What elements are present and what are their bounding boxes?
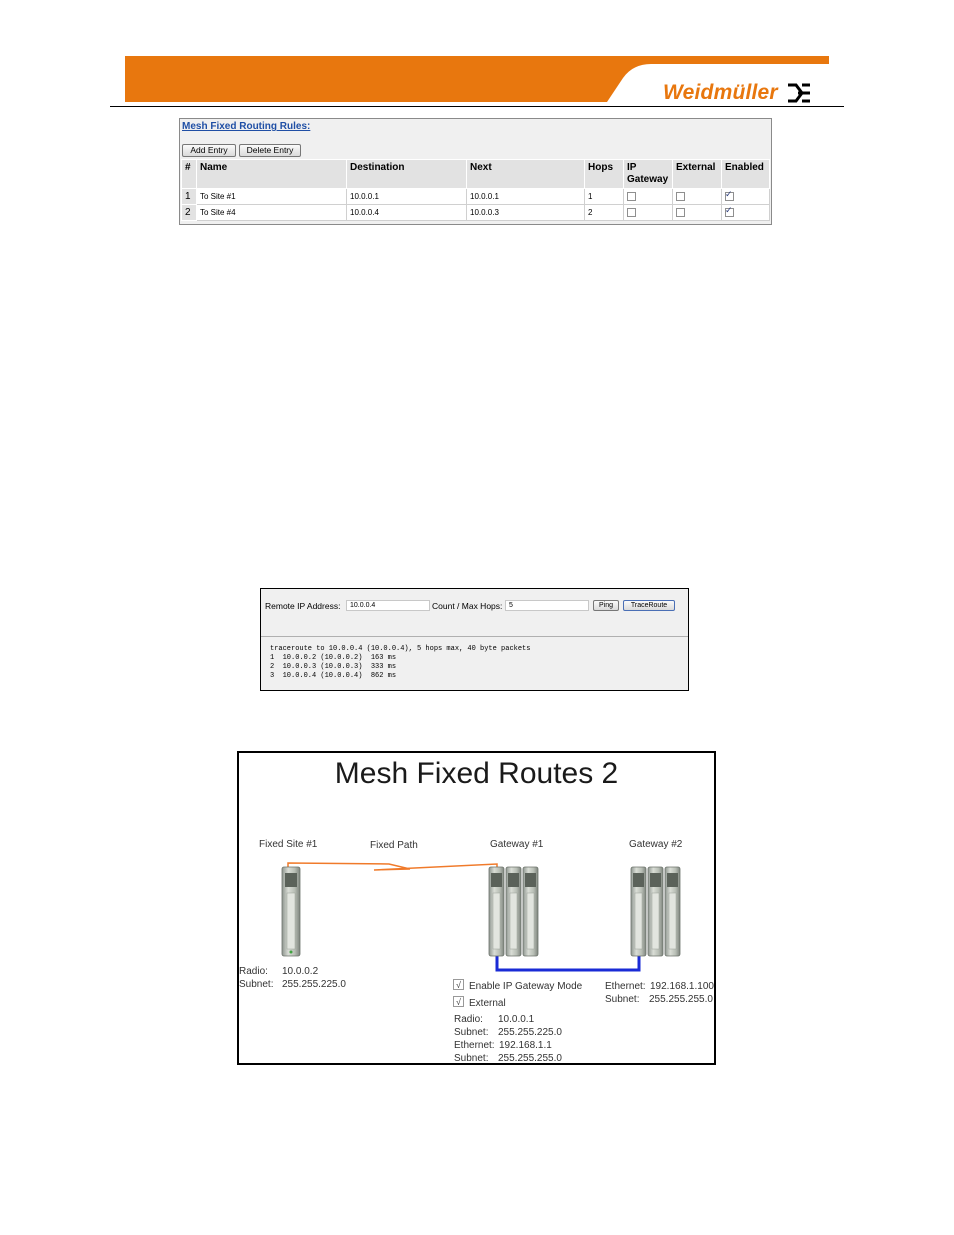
row-number: 2	[182, 205, 197, 221]
col-header-enabled: Enabled	[722, 160, 770, 189]
fixed-site-device-icon	[282, 867, 300, 956]
fixed-site-label: Fixed Site #1	[259, 839, 318, 850]
col-header-name: Name	[197, 160, 347, 189]
ip-gateway-cell	[624, 205, 673, 221]
diagram-title: Mesh Fixed Routes 2	[334, 757, 619, 790]
routing-rules-title-link[interactable]: Mesh Fixed Routing Rules:	[182, 121, 311, 132]
name-cell[interactable]: To Site #4	[197, 205, 347, 221]
gw2-subnet-value: 255.255.255.0	[649, 994, 713, 1005]
traceroute-button[interactable]: TraceRoute	[623, 600, 675, 611]
col-header-next: Next	[467, 160, 585, 189]
external-cell	[673, 205, 722, 221]
remote-ip-label: Remote IP Address:	[265, 601, 341, 611]
enabled-cell	[722, 189, 770, 205]
gw1-ethernet-value: 192.168.1.1	[499, 1040, 552, 1051]
site1-radio-label: Radio:	[239, 966, 268, 977]
gw1-radio-label: Radio:	[454, 1014, 483, 1025]
ip-gateway-checkbox[interactable]	[627, 192, 636, 201]
traceroute-divider	[261, 636, 689, 637]
header-rule	[110, 106, 844, 107]
enabled-checkbox[interactable]	[725, 208, 734, 217]
gw1-subnet-value: 255.255.225.0	[498, 1027, 562, 1038]
brand-logo	[663, 80, 829, 106]
external-option-label: External	[469, 998, 506, 1009]
ip-gateway-checkbox[interactable]	[627, 208, 636, 217]
table-row	[182, 189, 770, 205]
gw1-subnet2-label: Subnet:	[454, 1053, 489, 1064]
ethernet-link-line	[497, 955, 639, 970]
hops-cell[interactable]: 1	[585, 189, 624, 205]
next-cell[interactable]: 10.0.0.1	[467, 189, 585, 205]
name-cell[interactable]: To Site #1	[197, 189, 347, 205]
enable-ip-gateway-label: Enable IP Gateway Mode	[469, 981, 583, 992]
row-number: 1	[182, 189, 197, 205]
add-entry-button[interactable]: Add Entry	[182, 144, 236, 157]
hops-cell[interactable]: 2	[585, 205, 624, 221]
gateway1-device-icon	[489, 867, 538, 956]
enabled-checkbox[interactable]	[725, 192, 734, 201]
gateway2-device-icon	[631, 867, 680, 956]
col-header-destination: Destination	[347, 160, 467, 189]
gw2-ethernet-label: Ethernet:	[605, 981, 646, 992]
enabled-cell	[722, 205, 770, 221]
ip-gateway-cell	[624, 189, 673, 205]
gateway1-label: Gateway #1	[490, 839, 544, 850]
col-header-num: #	[182, 160, 197, 189]
external-cell	[673, 189, 722, 205]
site1-subnet-value: 255.255.225.0	[282, 979, 346, 990]
table-header-row	[182, 160, 770, 189]
gw1-subnet-label: Subnet:	[454, 1027, 489, 1038]
gw2-subnet-label: Subnet:	[605, 994, 640, 1005]
destination-cell[interactable]: 10.0.0.4	[347, 205, 467, 221]
external-checkbox[interactable]	[676, 192, 685, 201]
destination-cell[interactable]: 10.0.0.1	[347, 189, 467, 205]
traceroute-output	[270, 645, 530, 681]
gw1-ethernet-label: Ethernet:	[454, 1040, 495, 1051]
routing-rules-table	[181, 159, 770, 221]
external-checkbox[interactable]	[676, 208, 685, 217]
external-option-checkbox: √	[453, 996, 464, 1007]
gateway2-label: Gateway #2	[629, 839, 683, 850]
traceroute-output-line: 3 10.0.0.4 (10.0.0.4) 862 ms	[270, 672, 397, 680]
count-max-hops-label: Count / Max Hops:	[432, 601, 503, 611]
gw1-subnet2-value: 255.255.255.0	[498, 1053, 562, 1064]
mesh-diagram	[237, 751, 716, 1065]
gw2-ethernet-value: 192.168.1.100	[650, 981, 714, 992]
col-header-external: External	[673, 160, 722, 189]
site1-subnet-label: Subnet:	[239, 979, 274, 990]
count-max-hops-input[interactable]: 5	[505, 600, 589, 611]
remote-ip-input[interactable]: 10.0.0.4	[346, 600, 430, 611]
brand-name: Weidmüller	[663, 81, 778, 104]
brand-mark-icon	[786, 82, 812, 104]
traceroute-output-header: traceroute to 10.0.0.4 (10.0.0.4), 5 hops max, 40 byte packets	[270, 645, 531, 653]
gw1-radio-value: 10.0.0.1	[498, 1014, 535, 1025]
col-header-hops: Hops	[585, 160, 624, 189]
routing-rules-panel	[179, 118, 772, 225]
delete-entry-button[interactable]: Delete Entry	[239, 144, 301, 157]
ping-button[interactable]: Ping	[593, 600, 619, 611]
traceroute-panel	[260, 588, 689, 691]
traceroute-output-line: 2 10.0.0.3 (10.0.0.3) 333 ms	[270, 663, 397, 671]
fixed-path-label: Fixed Path	[370, 840, 418, 851]
table-row	[182, 205, 770, 221]
next-cell[interactable]: 10.0.0.3	[467, 205, 585, 221]
fixed-path-line	[288, 863, 497, 870]
enable-ip-gateway-checkbox: √	[453, 979, 464, 990]
traceroute-output-line: 1 10.0.0.2 (10.0.0.2) 163 ms	[270, 654, 397, 662]
col-header-ip-gateway: IP Gateway	[624, 160, 673, 189]
site1-radio-value: 10.0.0.2	[282, 966, 319, 977]
